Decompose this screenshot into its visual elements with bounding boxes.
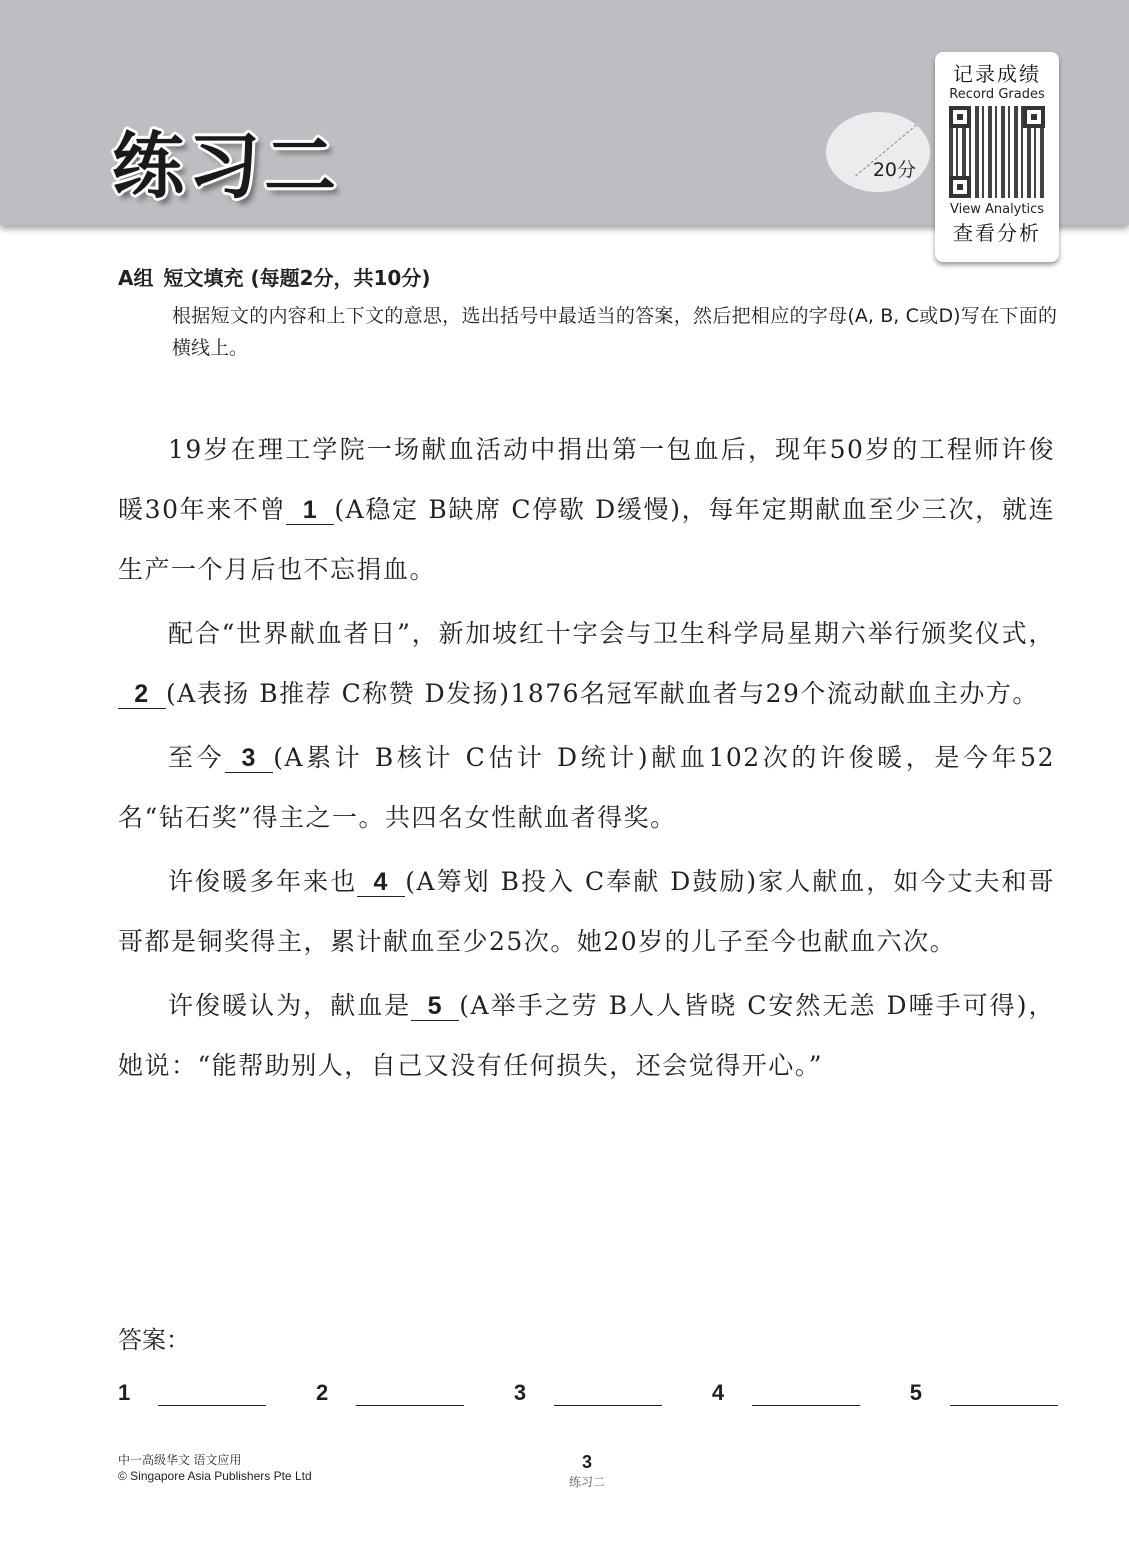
paragraph	[118, 420, 1055, 600]
qr-card[interactable]	[935, 52, 1059, 262]
answers-label: 答案：	[118, 1326, 190, 1354]
paragraph	[118, 976, 1055, 1096]
paragraph	[118, 604, 1055, 724]
qr-label-zh-bottom: 查看分析	[953, 221, 1041, 245]
blank-2: 2	[118, 680, 166, 709]
page-number-block	[560, 1452, 614, 1490]
answer-line[interactable]	[356, 1382, 464, 1406]
blank-1: 1	[286, 496, 334, 525]
page-title: 练习二	[112, 124, 341, 208]
footer	[118, 1452, 312, 1484]
qr-label-en-top: Record Grades	[949, 87, 1045, 102]
total-score: 20分	[872, 159, 916, 181]
options-text: (A举手之劳 B人人皆晓 C安然无恙 D唾手可得)，她说：“能帮助别人，自己又没有任何损失，还会觉得开心。”	[118, 991, 1055, 1080]
blank-5: 5	[411, 992, 459, 1021]
paragraph	[118, 728, 1055, 848]
answer-line[interactable]	[158, 1382, 266, 1406]
answer-number: 2	[315, 1380, 329, 1405]
section-heading	[118, 262, 430, 291]
page-number: 3	[581, 1452, 592, 1472]
instructions: 根据短文的内容和上下文的意思，选出括号中最适当的答案，然后把相应的字母(A, B, C或D)写在下面的横线上。	[172, 305, 1057, 359]
answer-item	[712, 1380, 860, 1406]
options-text: (A表扬 B推荐 C称赞 D发扬)1876名冠军献血者与29个流动献血主办方。	[166, 679, 1039, 708]
text: 许俊暖认为，献血是	[168, 991, 412, 1020]
answer-number: 4	[711, 1380, 725, 1405]
qr-label-zh-top: 记录成绩	[953, 62, 1041, 86]
copyright: © Singapore Asia Publishers Pte Ltd	[118, 1469, 312, 1483]
text: 配合“世界献血者日”，新加坡红十字会与卫生科学局星期六举行颁奖仪式，	[168, 619, 1055, 648]
options-text: (A稳定 B缺席 C停歇 D缓慢)，每年定期献血至少三次，就连生产一个月后也不忘捐血。	[118, 495, 1056, 584]
text: 许俊暖多年来也	[168, 867, 358, 896]
qr-label-en-bottom: View Analytics	[949, 202, 1044, 217]
answer-item	[316, 1380, 464, 1406]
answer-item	[514, 1380, 662, 1406]
blank-4: 4	[357, 868, 405, 897]
qr-code-icon[interactable]	[949, 106, 1045, 198]
blank-3: 3	[225, 744, 273, 773]
answer-number: 1	[118, 1380, 131, 1405]
answer-line[interactable]	[950, 1382, 1058, 1406]
page-subtitle: 练习二	[568, 1475, 605, 1489]
passage	[118, 420, 1055, 1100]
answer-number: 3	[513, 1380, 527, 1405]
answer-item	[118, 1380, 266, 1406]
section-group: A组	[118, 266, 154, 290]
text: 19岁在理工学院一场献血活动中捐出第一包血后，现年50岁的工程师许俊暖30年来不曾	[118, 435, 1055, 524]
answer-line[interactable]	[752, 1382, 860, 1406]
answer-row	[118, 1380, 1058, 1406]
paragraph	[118, 852, 1055, 972]
book-title: 中一高级华文 语文应用	[118, 1453, 242, 1467]
options-text: (A累计 B核计 C估计 D统计)献血102次的许俊暖，是今年52名“钻石奖”得主之一。共四名女性献血者得奖。	[118, 743, 1055, 832]
answer-line[interactable]	[554, 1382, 662, 1406]
answer-item	[910, 1380, 1058, 1406]
answer-number: 5	[909, 1380, 922, 1405]
score-badge	[826, 112, 930, 192]
section-title: 短文填充 (每题2分，共10分)	[163, 266, 431, 290]
text: 至今	[168, 743, 226, 772]
options-text: (A筹划 B投入 C奉献 D鼓励)家人献血，如今丈夫和哥哥都是铜奖得主，累计献血至少25次。她20岁的儿子至今也献血六次。	[118, 867, 1055, 956]
